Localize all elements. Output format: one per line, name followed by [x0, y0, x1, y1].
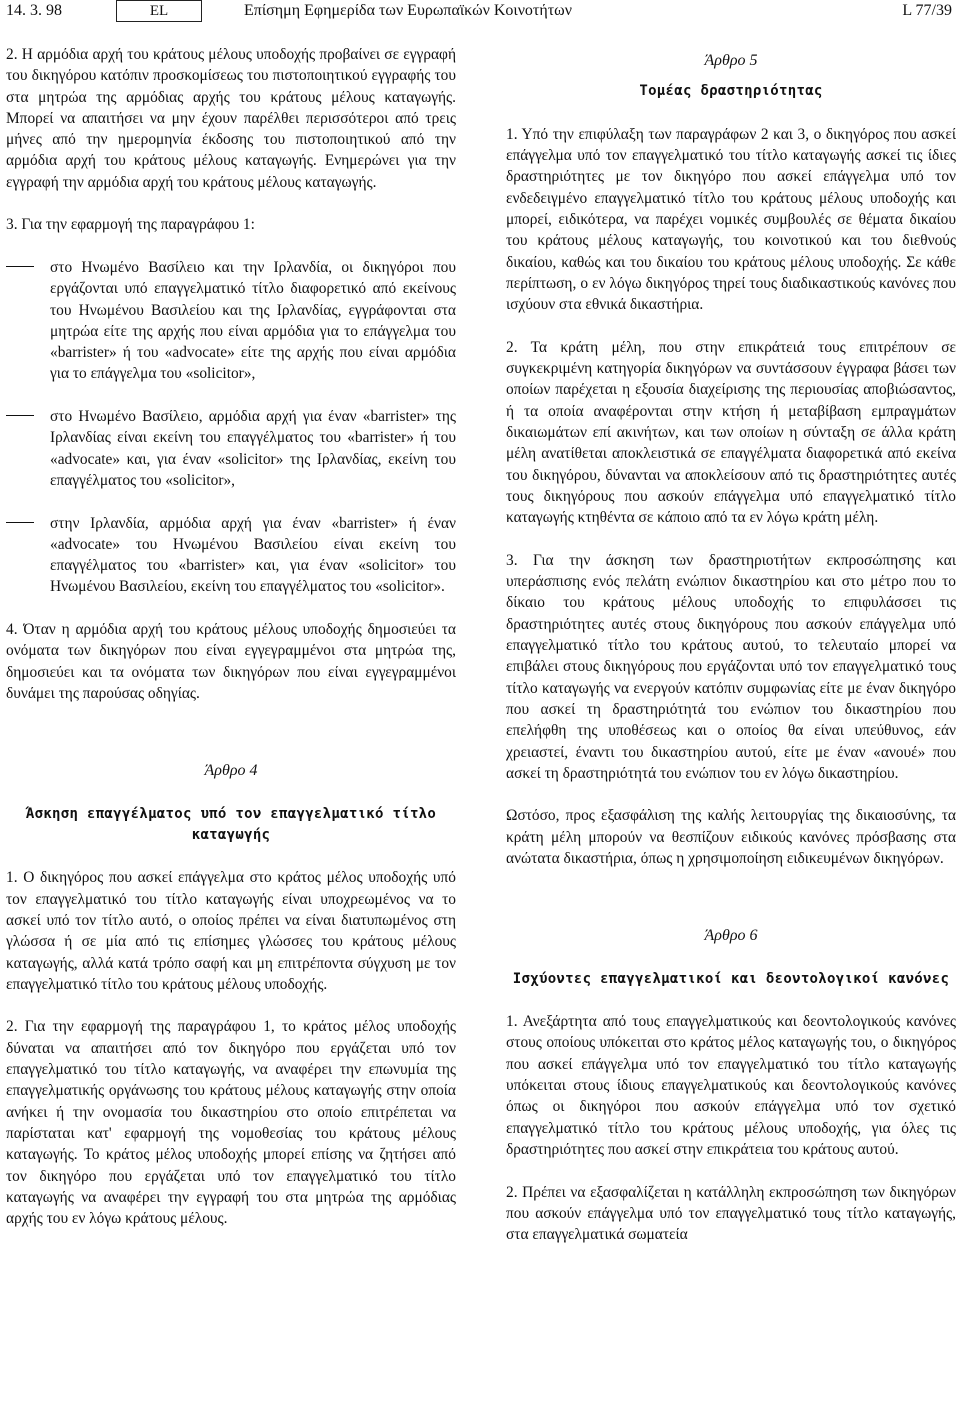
language-box: EL — [116, 0, 202, 22]
paragraph: 4. Όταν η αρμόδια αρχή του κράτους μέλους υποδοχής δημοσιεύει τα ονόματα των δικηγόρων που είναι εγγεγραμμένοι στα μητρώα της, δημοσιεύει και τα ονόματα των δικηγόρων που είναι εγγεγραμμένοι δυνάμει της παρούσας οδηγίας. — [6, 621, 456, 702]
paragraph: Ωστόσο, προς εξασφάλιση της καλής λειτουργίας της δικαιοσύνης, τα κράτη μέλη μπορούν να θεσπίζουν ειδικούς κανόνες πρόσβασης στα ανώτατα δικαστήρια, όπως η χρησιμοποίηση ειδικευμένων δικηγόρων. — [506, 807, 956, 867]
left-column — [6, 44, 456, 1251]
paragraph: 3. Για την άσκηση των δραστηριοτήτων εκπροσώπησης και υπεράσπισης ενός πελάτη ενώπιον δικαστηρίου και στο μέτρο που το δίκαιο του κράτους μέλους υποδοχής το επιφυλάσσει τις δραστηριότητες αυτές στους δικηγόρους που ασκούν επάγγελμα υπό επαγγελματικό τίτλο του κράτους αυτού, το τελευταίο μπορεί να επιβάλει στους δικηγόρους που εργάζονται υπό τον επαγγελματικό τους τίτλο καταγωγής να ενεργούν κατόπιν συμφωνίας είτε με έναν δικηγόρο που ασκεί τη δραστηριότητά του ενώπιον του δικαστηρίου που επελήφθη της υποθέσεως και ο οποίος θα είναι υπεύθυνος, εάν χρειαστεί, έναντι του δικαστηρίου αυτού, είτε με έναν «ανουέ» που ασκεί τη δραστηριότητά του ενώπιον του εν λόγω δικαστηρίου. — [506, 551, 956, 782]
paragraph: 1. Ο δικηγόρος που ασκεί επάγγελμα στο κράτος μέλος υποδοχής υπό τον επαγγελματικό του τίτλο καταγωγής είναι υποχρεωμένος να το ασκεί υπό τον τίτλο αυτό, ο οποίος πρέπει να είναι διατυπωμένος στη γλώσσα ή σε μία από τις επίσημες γλώσσες του κράτους μέλους καταγωγής, αλλά κατά τρόπο σαφή και μη επιτρέποντα σύγχυση με τον επαγγελματικό τίτλο του κράτους μέλους υποδοχής. — [6, 869, 456, 993]
dash-item-text: στο Ηνωμένο Βασίλειο, αρμόδια αρχή για έναν «barrister» της Ιρλανδίας είναι εκείνη του επαγγέλματος του «barrister» ή του «advocate» και, για έναν «solicitor» της Ιρλανδίας, εκείνη του επαγγέλματος του «solicitor», — [50, 408, 456, 489]
paragraph: 1. Ανεξάρτητα από τους επαγγελματικούς και δεοντολογικούς κανόνες στους οποίους υπόκειται στο κράτος μέλος καταγωγής του, ο δικηγόρος που ασκεί επάγγελμα υπό τον επαγγελματικό του τίτλο καταγωγής υπόκειται στους ίδιους επαγγελματικούς και δεοντολογικούς κανόνες όπως οι δικηγόροι που ασκούν επάγγελμα υπό τον σχετικό επαγγελματικό τίτλο του κράτους μέλους υποδοχής, για όλες τις δραστηριότητες που ασκεί στην επικράτεια του κράτους αυτού. — [506, 1013, 956, 1158]
dash-item — [6, 513, 456, 598]
article-6-title: Άρθρο 6 — [704, 927, 758, 945]
dash-item — [6, 257, 456, 385]
paragraph: 2. Τα κράτη μέλη, που στην επικράτειά τους επιτρέπουν σε συγκεκριμένη κατηγορία δικηγόρων να συντάσσουν έγγραφα βάσει των οποίων παρέχεται η εξουσία διαχείρισης της περιουσίας αποβιώσαντος, ή τα οποία αναφέρονται στην κτήση ή μεταβίβαση εμπραγμάτων δικαιωμάτων επί ακινήτων, και των οποίων η σύνταξη σε άλλα κράτη μέλη ανατίθεται αποκλειστικά σε επαγγέλματα διαφορετικά από εκείνα του δικηγόρου, δύνανται να αποκλείσουν από τις δραστηριότητες αυτές τους δικηγόρους που ασκούν επάγγελμα υπό επαγγελματικό τίτλο καταγωγής κτηθέντα σε κάποιο από τα εν λόγω κράτη μέλη. — [506, 338, 956, 527]
article-6-heading: Ισχύοντες επαγγελματικοί και δεοντολογικοί κανόνες — [512, 970, 950, 987]
dash-item — [6, 406, 456, 491]
paragraph: 1. Υπό την επιφύλαξη των παραγράφων 2 και 3, ο δικηγόρος που ασκεί επάγγελμα υπό τον επαγγελματικό του τίτλο καταγωγής ασκεί τις ίδιες δραστηριότητες με τον δικηγόρο που ασκεί επάγγελμα υπό τον ενδεδειγμένο επαγγελματικό τίτλο του κράτους μέλους υποδοχής και μπορεί, ειδικότερα, να παρέχει νομικές συμβουλές σε θέματα δικαίου του κράτους μέλους καταγωγής, του κοινοτικού και του διεθνούς δικαίου, καθώς και του δικαίου του κράτους μέλους υποδοχής. Σε κάθε περίπτωση, ο εν λόγω δικηγόρος τηρεί τους διαδικαστικούς κανόνες που ισχύουν στα εθνικά δικαστήρια. — [506, 125, 956, 314]
right-column — [506, 44, 956, 1267]
dash-item-text: στην Ιρλανδία, αρμόδια αρχή για έναν «barrister» ή έναν «advocate» του Ηνωμένου Βασιλείου είναι εκείνη του επαγγέλματος του «barrister» και, για έναν «solicitor» του Ηνωμένου Βασιλείου, εκείνη του επαγγέλματος του «solicitor». — [50, 514, 456, 596]
page-number: L 77/39 — [902, 2, 952, 19]
article-4-heading: Άσκηση επαγγέλματος υπό τον επαγγελματικό τίτλο καταγωγής — [25, 805, 437, 843]
page-header — [6, 0, 952, 24]
article-5-heading: Τομέας δραστηριότητας — [639, 83, 823, 100]
paragraph: 2. Η αρμόδια αρχή του κράτους μέλους υποδοχής προβαίνει σε εγγραφή του δικηγόρου κατόπιν προσκομίσεως του πιστοποιητικού εγγραφής του στα μητρώα της αρμόδιας αρχής του κράτους μέλους καταγωγής. Μπορεί να απαιτήσει να μην έχουν παρέλθει περισσότεροι από τρεις μήνες από την ημερομηνία έκδοσης του πιστοποιητικού από την αρμόδια αρχή του κράτους μέλους καταγωγής. Ενημερώνει για την εγγραφή την αρμόδια αρχή του κράτους μέλους καταγωγής. — [6, 46, 456, 191]
paragraph: 3. Για την εφαρμογή της παραγράφου 1: — [6, 216, 255, 234]
journal-title: Επίσημη Εφημερίδα των Ευρωπαϊκών Κοινοτήτων — [244, 2, 572, 19]
header-date: 14. 3. 98 — [6, 2, 62, 19]
article-4-title: Άρθρο 4 — [204, 762, 258, 780]
paragraph: 2. Πρέπει να εξασφαλίζεται η κατάλληλη εκπροσώπηση των δικηγόρων που ασκούν επάγγελμα υπό τον επαγγελματικό τους τίτλο καταγωγής, στα επαγγελματικά σωματεία — [506, 1183, 956, 1244]
article-5-title: Άρθρο 5 — [704, 52, 758, 69]
paragraph: 2. Για την εφαρμογή της παραγράφου 1, το κράτος μέλος υποδοχής δύναται να απαιτήσει από τον δικηγόρο που εργάζεται υπό τον επαγγελματικό του τίτλο καταγωγής, να αναφέρει την επωνυμία της επαγγελματικής οργάνωσης του κράτους μέλους καταγωγής στην οποία ανήκει ή την ονομασία του δικαστηρίου στο οποίο επιτρέπεται να παρίσταται κατ' εφαρμογή της νομοθεσίας του κράτους μέλους καταγωγής. Το κράτος μέλος υποδοχής μπορεί επίσης να ζητήσει από τον δικηγόρο που εργάζεται υπό τον επαγγελματικό του τίτλο καταγωγής να αναφέρει την εγγραφή του στα μητρώα της αρμόδιας αρχής του εν λόγω κράτους μέλους. — [6, 1018, 456, 1228]
dash-item-text: στο Ηνωμένο Βασίλειο και την Ιρλανδία, οι δικηγόροι που εργάζονται υπό επαγγελματικό τίτλο διαφορετικό από εκείνους του Ηνωμένου Βασιλείου και της Ιρλανδίας, εγγράφονται στα μητρώα είτε της αρχής που είναι αρμόδια για το επάγγελμα του «barrister» ή του «advocate» είτε της αρχής που είναι αρμόδια για το επάγγελμα του «solicitor», — [50, 258, 456, 383]
dash-mark — [6, 257, 50, 385]
dash-mark — [6, 406, 50, 491]
dash-mark — [6, 513, 50, 598]
